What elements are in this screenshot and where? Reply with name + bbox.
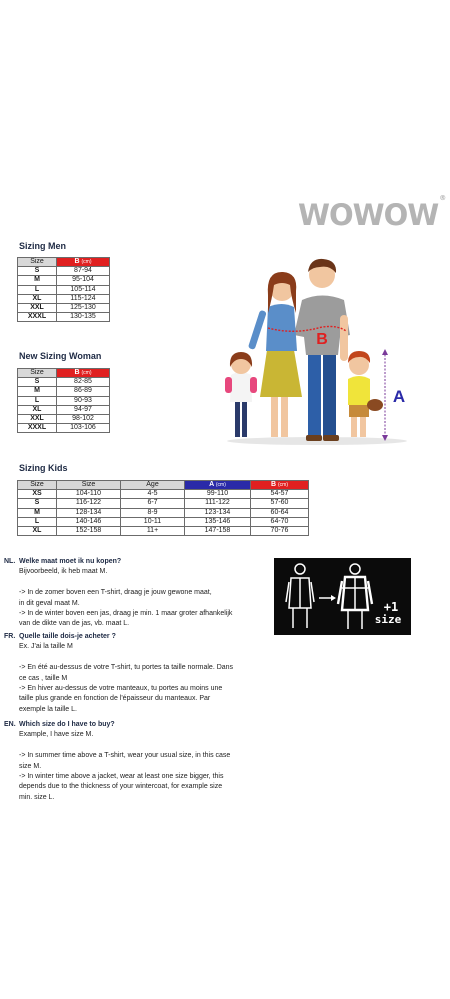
guide-line: size M. [19, 762, 42, 770]
lang-code-nl: NL. [4, 558, 16, 565]
men-table-row [18, 313, 110, 322]
kids-table-title: Sizing Kids [19, 463, 68, 473]
women-table-cell: M [18, 387, 57, 396]
men-table-row [18, 285, 110, 294]
lang-code-en: EN. [4, 721, 16, 728]
kids-table-row [18, 499, 309, 508]
women-table-row [18, 405, 110, 414]
kids-table-row [18, 490, 309, 499]
men-table-cell: S [18, 267, 57, 276]
men-table-row [18, 267, 110, 276]
women-table-cell: XXL [18, 414, 57, 423]
kids-table-cell: S [18, 499, 57, 508]
women-table-row [18, 396, 110, 405]
kids-table-cell: XS [18, 490, 57, 499]
men-table-cell: M [18, 276, 57, 285]
guide-line [19, 741, 230, 751]
kids-table-cell: 152-158 [57, 526, 121, 535]
guide-line: in dit geval maat M. [19, 599, 80, 607]
boy-figure [348, 351, 383, 437]
men-table-cell: 125-130 [57, 303, 110, 312]
kids-table-cell: 147-158 [185, 526, 251, 535]
guide-nl [19, 557, 232, 630]
men-table-cell: L [18, 285, 57, 294]
jacket-size-up-graphic [274, 558, 411, 635]
women-col-size: Size [18, 369, 57, 378]
guide-en [19, 720, 230, 803]
women-table-row [18, 424, 110, 433]
guide-line: -> In summer time above a T-shirt, wear your usual size, in this case [19, 752, 231, 760]
kids-col-age: Age [121, 481, 185, 490]
lang-code-fr: FR. [4, 633, 16, 640]
men-table-title: Sizing Men [19, 241, 66, 251]
kids-table-cell: 99-110 [185, 490, 251, 499]
kids-table-cell: 116-122 [57, 499, 121, 508]
kids-table-cell: L [18, 517, 57, 526]
kids-col-height: Size [57, 481, 121, 490]
kids-table-cell: 8-9 [121, 508, 185, 517]
men-table-row [18, 303, 110, 312]
guide-line: -> En été au-dessus de votre T-shirt, tu portes ta taille normale. Dans [19, 664, 234, 672]
kids-size-table [17, 480, 309, 536]
women-col-b: B (cm) [57, 369, 110, 378]
kids-table-row [18, 508, 309, 517]
women-table-title: New Sizing Woman [19, 351, 102, 361]
kids-table-cell: 60-64 [251, 508, 309, 517]
kids-table-cell: 6-7 [121, 499, 185, 508]
kids-table-cell: 54-57 [251, 490, 309, 499]
kids-col-size: Size [18, 481, 57, 490]
guide-line: Ex. J'ai la taille M [19, 643, 73, 651]
kids-table-cell: 104-110 [57, 490, 121, 499]
women-table-cell: XXXL [18, 424, 57, 433]
girl-figure [225, 352, 257, 437]
guide-en-title: Which size do I have to buy? [19, 721, 115, 728]
guide-line: van de dikte van de jas, vb. maat L. [19, 620, 130, 628]
women-table-cell: 86-89 [57, 387, 110, 396]
kids-table-row [18, 517, 309, 526]
guide-line: -> In de winter boven een jas, draag je min. 1 maar groter afhankelijk [19, 610, 233, 618]
guide-line: ce cas , taille M [19, 674, 68, 682]
guide-line: Bijvoorbeeld, ik heb maat M. [19, 568, 108, 576]
guide-line: exemple la taille L. [19, 705, 77, 713]
men-table-row [18, 294, 110, 303]
men-table-cell: 105-114 [57, 285, 110, 294]
women-table-cell: L [18, 396, 57, 405]
women-table-cell: XL [18, 405, 57, 414]
men-table-cell: 87-94 [57, 267, 110, 276]
women-table-row [18, 414, 110, 423]
women-table-cell: 98-102 [57, 414, 110, 423]
guide-en-body [19, 730, 230, 803]
men-table-row [18, 276, 110, 285]
men-table-cell: 115-124 [57, 294, 110, 303]
women-table-cell: 103-106 [57, 424, 110, 433]
kids-table-cell: 111-122 [185, 499, 251, 508]
kids-table-cell: 135-146 [185, 517, 251, 526]
women-table-row [18, 387, 110, 396]
men-col-size: Size [18, 258, 57, 267]
guide-line: -> In winter time above a jacket, wear at least one size bigger, this [19, 773, 224, 781]
men-table-cell: 95-104 [57, 276, 110, 285]
men-size-table [17, 257, 110, 322]
illustration-label-b: B [316, 331, 328, 348]
kids-table-row [18, 526, 309, 535]
man-figure [294, 259, 350, 441]
kids-table-cell: M [18, 508, 57, 517]
woman-figure [248, 272, 302, 437]
women-table-cell: 82-85 [57, 378, 110, 387]
women-table-cell: 94-97 [57, 405, 110, 414]
guide-fr-body [19, 642, 233, 715]
kids-table-cell: 140-146 [57, 517, 121, 526]
men-table-cell: XXXL [18, 313, 57, 322]
women-table-cell: 90-93 [57, 396, 110, 405]
size-word-label: size [374, 613, 402, 626]
guide-line [19, 578, 232, 588]
kids-table-body [18, 490, 309, 536]
guide-nl-title: Welke maat moet ik nu kopen? [19, 558, 122, 565]
plus-one-label: +1 [383, 600, 399, 614]
guide-fr-title: Quelle taille dois-je acheter ? [19, 633, 116, 640]
kids-table-cell: 123-134 [185, 508, 251, 517]
brand-logo [298, 194, 447, 232]
women-table-cell: S [18, 378, 57, 387]
men-table-body [18, 267, 110, 322]
kids-table-cell: XL [18, 526, 57, 535]
registered-mark: ® [439, 194, 447, 203]
guide-line: min. size L. [19, 793, 55, 801]
family-illustration [222, 255, 412, 445]
men-table-cell: XL [18, 294, 57, 303]
guide-fr [19, 632, 233, 715]
kids-table-cell: 128-134 [57, 508, 121, 517]
logo-text: WOWOW [298, 198, 439, 232]
women-table-row [18, 378, 110, 387]
kids-table-cell: 10-11 [121, 517, 185, 526]
men-table-cell: XXL [18, 303, 57, 312]
men-col-b: B (cm) [57, 258, 110, 267]
kids-table-cell: 4-5 [121, 490, 185, 499]
women-size-table [17, 368, 110, 433]
guide-line: -> In de zomer boven een T-shirt, draag je jouw gewone maat, [19, 589, 212, 597]
size-up-illustration [274, 558, 411, 635]
women-table-body [18, 378, 110, 433]
guide-line: Example, I have size M. [19, 731, 94, 739]
guide-line: depends due to the thickness of your wintercoat, for example size [19, 783, 223, 791]
guide-nl-body [19, 567, 232, 629]
guide-line: -> En hiver au-dessus de votre manteaux, tu portes au moins une [19, 685, 223, 693]
guide-line: taille plus grande en fonction de l'épaisseur du manteaux. Par [19, 695, 211, 703]
kids-table-cell: 64-70 [251, 517, 309, 526]
guide-line [19, 653, 233, 663]
kids-table-cell: 11+ [121, 526, 185, 535]
men-table-cell: 130-135 [57, 313, 110, 322]
kids-col-b: B (cm) [251, 481, 309, 490]
kids-table-cell: 70-76 [251, 526, 309, 535]
kids-table-cell: 57-60 [251, 499, 309, 508]
illustration-label-a: A [392, 387, 406, 406]
kids-col-a: A (cm) [185, 481, 251, 490]
